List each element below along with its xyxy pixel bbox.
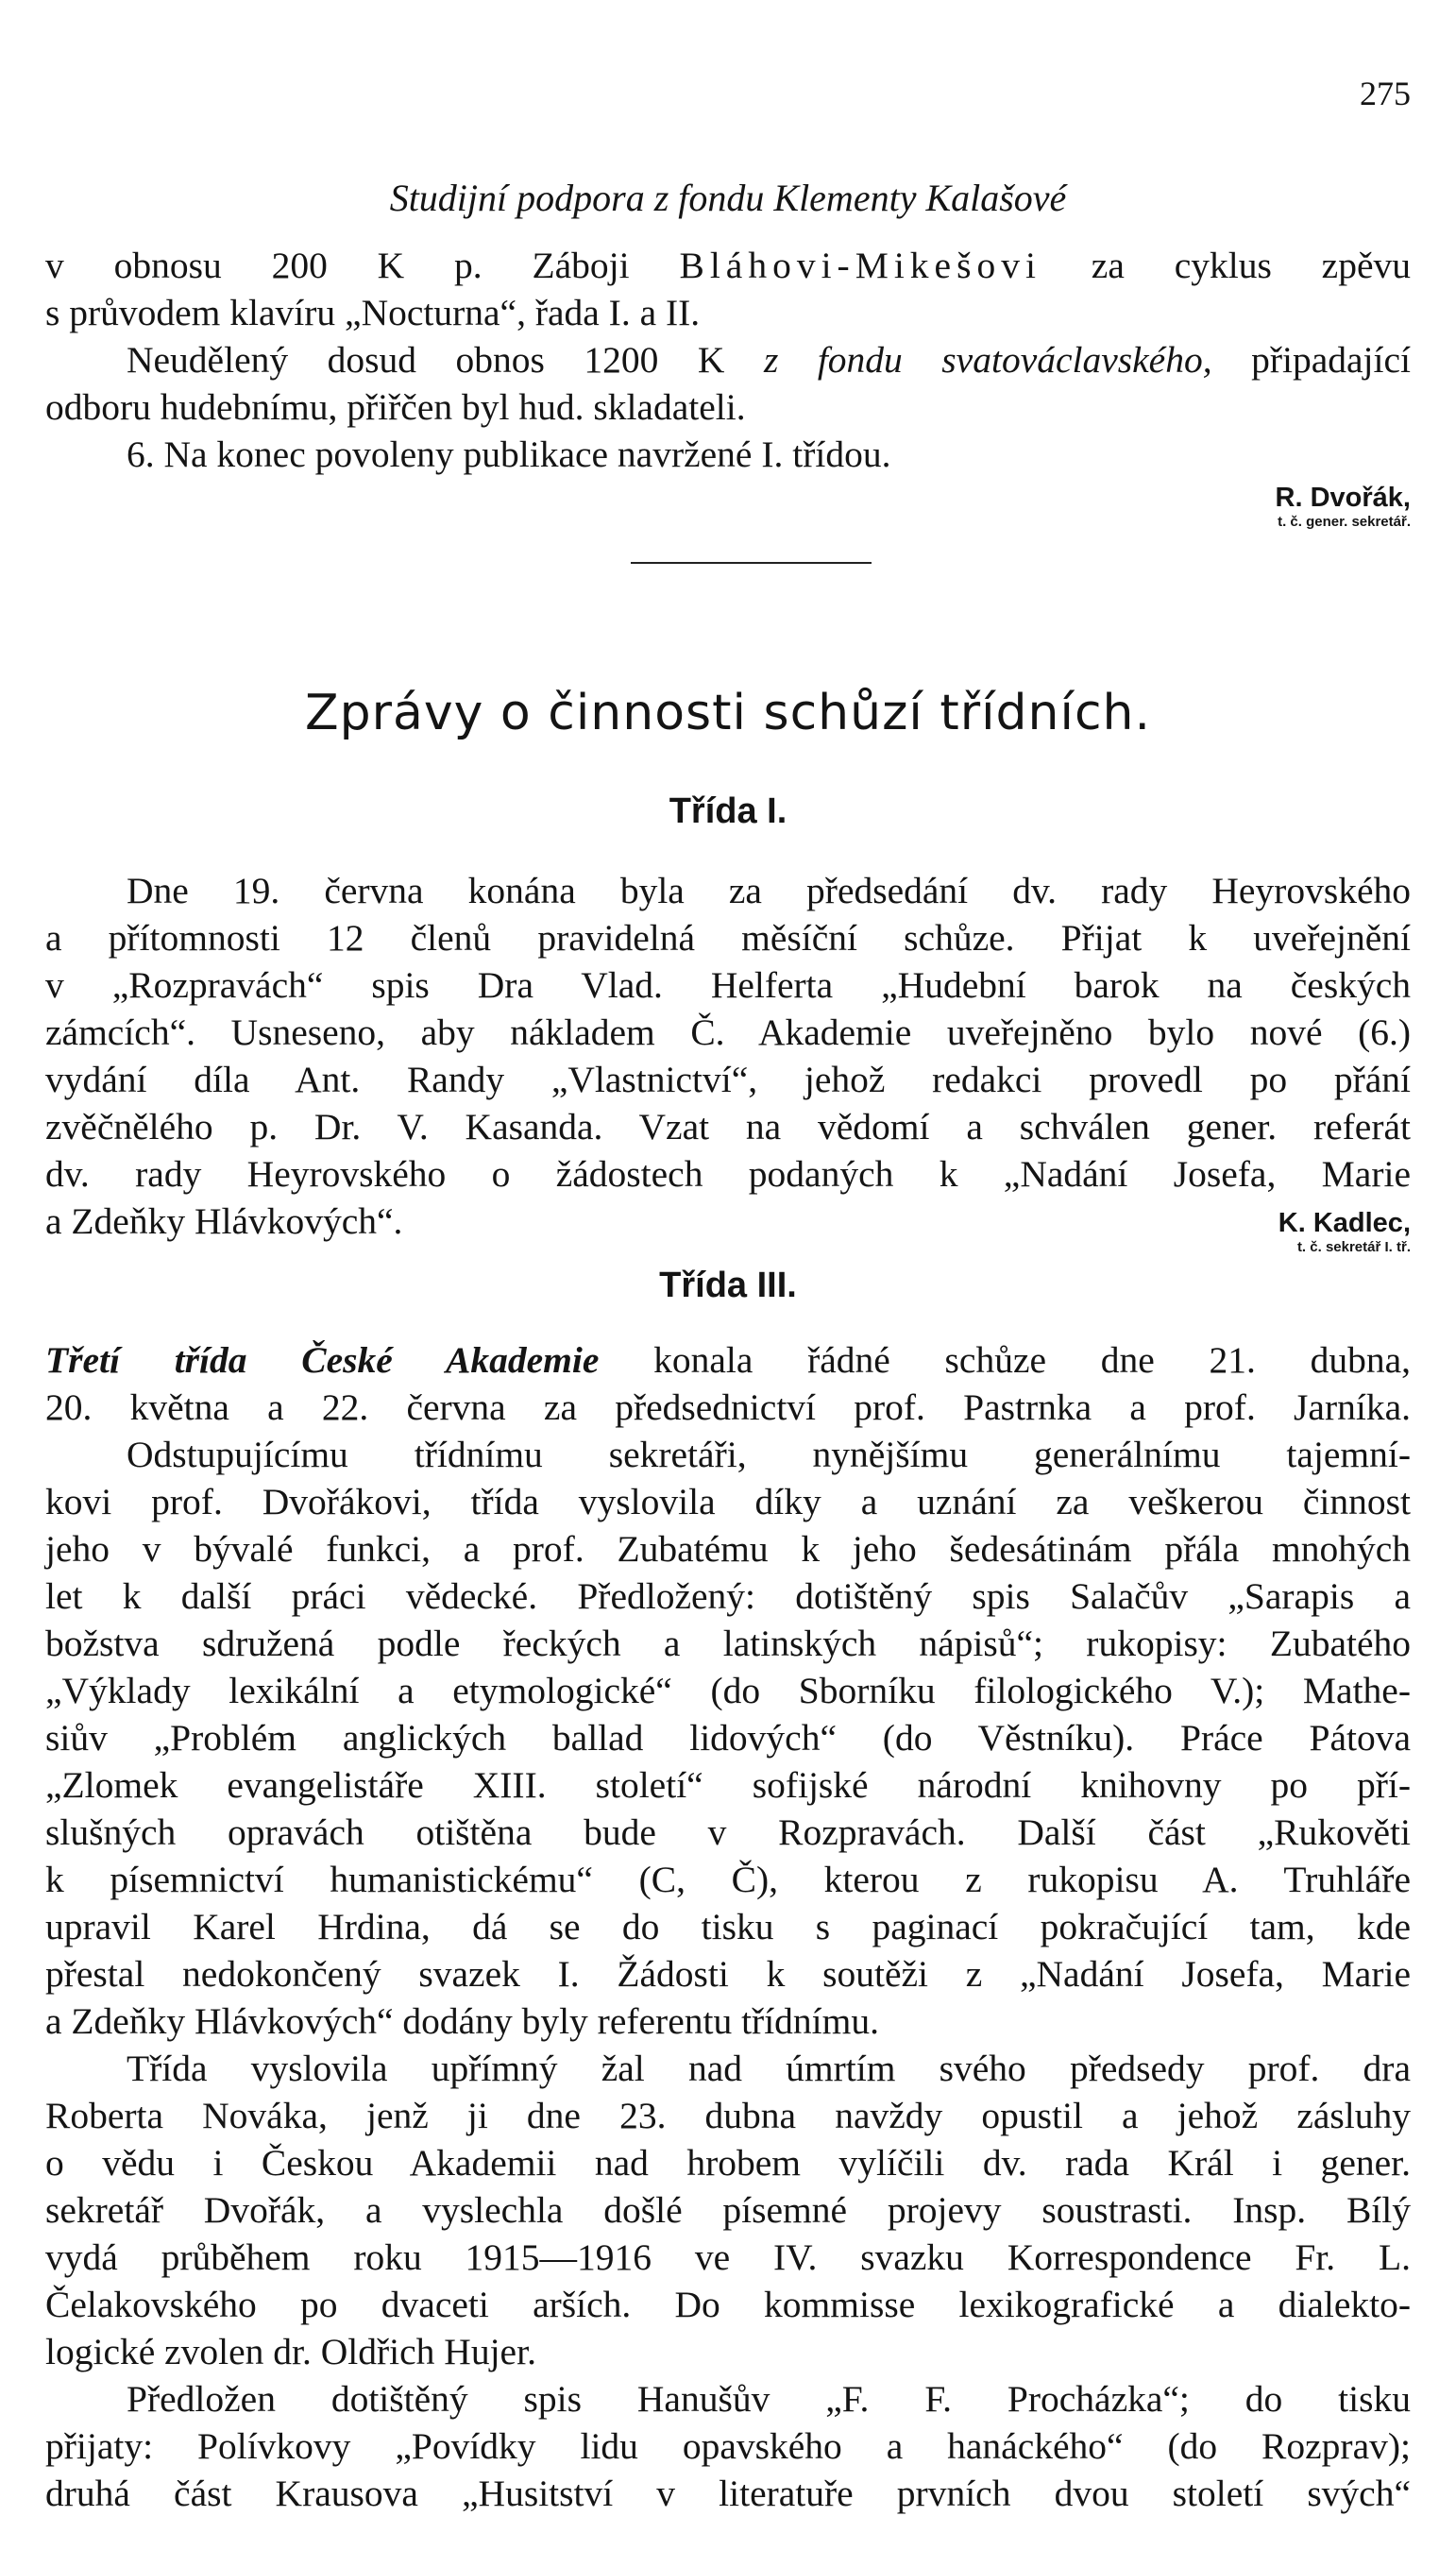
text-line: vydá průběhem roku 1915—1916 ve IV. svazku Korrespondence Fr. L. <box>45 2236 1411 2278</box>
text-line: logické zvolen dr. Oldřich Hujer. <box>45 2331 536 2372</box>
text-line: přijaty: Polívkovy „Povídky lidu opavského a hanáckého“ (do Rozprav); <box>45 2425 1411 2467</box>
signature-kadlec <box>45 1207 1411 1256</box>
signature-name: K. Kadlec, <box>1278 1208 1411 1238</box>
text-line: Třetí třída České Akademie konala řádné schůze dne 21. dubna, <box>45 1339 1411 1381</box>
class-3-title: Třída III. <box>659 1266 797 1305</box>
text-line: Roberta Nováka, jenž ji dne 23. dubna navždy opustil a jehož zásluhy <box>45 2095 1411 2136</box>
text-line: slušných opravách otištěna bude v Rozpravách. Další část „Rukověti <box>45 1811 1411 1853</box>
text-line: 20. května a 22. června za předsednictví prof. Pastrnka a prof. Jarníka. <box>45 1386 1411 1428</box>
text-line: siův „Problém anglických ballad lidových“ (do Věstníku). Práce Pátova <box>45 1717 1411 1759</box>
page-number: 275 <box>1360 75 1411 112</box>
text-line: kovi prof. Dvořákovi, třída vyslovila díky a uznání za veškerou činnost <box>45 1481 1411 1522</box>
text-line: „Výklady lexikální a etymologické“ (do Sborníku filologického V.); Mathe- <box>45 1670 1411 1711</box>
grant-heading: Studijní podpora z fondu Klementy Kalašové <box>389 177 1067 219</box>
text-line: 6. Na konec povoleny publikace navržené I. třídou. <box>127 434 891 475</box>
class-1-title: Třída I. <box>669 791 787 831</box>
text-line: v obnosu 200 K p. Záboji Bláhovi-Mikešovi za cyklus zpěvu <box>45 245 1411 286</box>
text-line: a Zdeňky Hlávkových“. <box>45 1200 403 1242</box>
text-line: s průvodem klavíru „Nocturna“, řada I. a II. <box>45 292 701 333</box>
text-line: a Zdeňky Hlávkových“ dodány byly referentu třídnímu. <box>45 2000 880 2042</box>
signature-title: t. č. sekretář I. tř. <box>1296 1239 1411 1255</box>
signature-name: R. Dvořák, <box>1275 483 1411 513</box>
text-line: druhá část Krausova „Husitství v literatuře prvních dvou století svých“ <box>45 2473 1411 2514</box>
text-line: zvěčnělého p. Dr. V. Kasanda. Vzat na vědomí a schválen gener. referát <box>45 1106 1411 1148</box>
text-line: Neudělený dosud obnos 1200 K z fondu svatováclavského, připadající <box>127 339 1411 381</box>
grant-paragraph <box>45 242 1411 478</box>
text-line: Předložen dotištěný spis Hanušův „F. F. Procházka“; do tisku <box>127 2378 1411 2420</box>
text-line: přestal nedokončený svazek I. Žádosti k soutěži z „Nadání Josefa, Marie <box>45 1953 1411 1995</box>
text-line: upravil Karel Hrdina, dá se do tisku s paginací pokračující tam, kde <box>45 1906 1411 1947</box>
text-line: dv. rady Heyrovského o žádostech podaných k „Nadání Josefa, Marie <box>45 1153 1411 1195</box>
text-line: a přítomnosti 12 členů pravidelná měsíční schůze. Přijat k uveřejnění <box>45 917 1411 959</box>
text-line: let k další práci vědecké. Předložený: dotištěný spis Salačův „Sarapis a <box>45 1575 1411 1617</box>
section-title: Zprávy o činnosti schůzí třídních. <box>304 685 1152 741</box>
text-line: Čelakovského po dvaceti arších. Do kommisse lexikografické a dialekto- <box>45 2284 1411 2325</box>
text-line: zámcích“. Usneseno, aby nákladem Č. Akademie uveřejněno bylo nové (6.) <box>45 1012 1411 1053</box>
text-line: jeho v bývalé funkci, a prof. Zubatému k jeho šedesátinám přála mnohých <box>45 1528 1411 1570</box>
text-line: božstva sdružená podle řeckých a latinských nápisů“; rukopisy: Zubatého <box>45 1623 1411 1664</box>
text-line: k písemnictví humanistickému“ (C, Č), kterou z rukopisu A. Truhláře <box>45 1859 1411 1900</box>
text-line: o vědu i Českou Akademii nad hrobem vylíčili dv. rada Král i gener. <box>45 2142 1411 2184</box>
text-line: sekretář Dvořák, a vyslechla došlé písemné projevy soustrasti. Insp. Bílý <box>45 2189 1411 2231</box>
text-line: Dne 19. června konána byla za předsedání dv. rady Heyrovského <box>127 870 1411 911</box>
divider <box>631 562 872 564</box>
class-1-report <box>45 867 1411 1245</box>
text-line: vydání díla Ant. Randy „Vlastnictví“, jehož redakci provedl po přání <box>45 1059 1411 1100</box>
text-line: v „Rozpravách“ spis Dra Vlad. Helferta „Hudební barok na českých <box>45 964 1411 1006</box>
text-line: odboru hudebnímu, přiřčen byl hud. skladateli. <box>45 386 746 428</box>
signature-title: t. č. gener. sekretář. <box>1278 514 1411 530</box>
text-line: Třída vyslovila upřímný žal nad úmrtím svého předsedy prof. dra <box>127 2048 1411 2089</box>
signature-dvorak <box>45 482 1411 531</box>
text-line: „Zlomek evangelistáře XIII. století“ sofijské národní knihovny po pří- <box>45 1764 1411 1806</box>
class-3-report <box>45 1336 1411 2517</box>
text-line: Odstupujícímu třídnímu sekretáři, nynějšímu generálnímu tajemní- <box>127 1434 1411 1475</box>
